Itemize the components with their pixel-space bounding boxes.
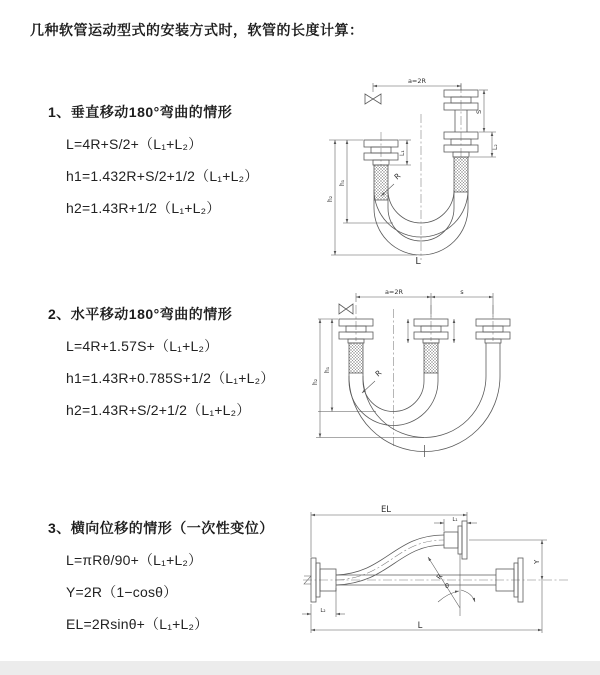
dim-label-l2: L₂ [492,144,499,150]
section-horizontal-movement [48,304,274,417]
dim-label-l1: L₁ [452,517,458,523]
formula-h2: h2=1.43R+S/2+1/2（L₁+L₂） [66,402,251,418]
dim-label-l: L [417,621,423,631]
section-lateral-displacement [48,518,274,631]
page-title: 几种软管运动型式的安装方式时，软管的长度计算： [30,22,364,38]
dim-label-r: R [435,572,445,582]
diagram-vertical-180-bend [303,70,590,266]
formula-y: Y=2R（1−cosθ） [66,584,178,600]
dimension-labels [312,288,464,385]
dim-label-s: s [460,288,464,296]
dim-label-l: L [415,256,421,266]
braided-hose-section [374,165,388,200]
dimension-lines [302,512,547,633]
hose-u-shape [339,304,510,457]
dimension-labels [320,505,541,631]
formula-length: L=πRθ/90+（L₁+L₂） [66,552,203,568]
formula-el: EL=2Rsinθ+（L₁+L₂） [66,616,209,632]
upper-flange-fitting [444,521,467,559]
valve-icon [365,94,381,104]
dim-label-y: Y [533,559,541,564]
formula-h1: h1=1.43R+0.785S+1/2（L₁+L₂） [66,370,275,386]
hose-s-curve [311,521,523,602]
dim-label-r: R [373,368,384,379]
section-vertical-movement [48,102,258,215]
dim-label-el: EL [380,505,392,515]
dim-label-r: R [392,171,403,182]
section-heading: 2、水平移动180°弯曲的情形 [48,306,233,322]
braided-hose-section [349,343,363,373]
diagram-lateral-displacement [298,502,600,660]
dim-label-a2r: a=2R [384,288,404,296]
dim-label-l2: L₂ [320,608,326,614]
diagram-horizontal-180-bend [306,281,600,459]
braided-hose-section [424,343,438,373]
section-heading: 1、垂直移动180°弯曲的情形 [48,104,233,120]
dim-label-h1: h₁ [324,366,331,373]
formula-h1: h1=1.432R+S/2+1/2（L₁+L₂） [66,168,259,184]
dimension-lines [329,83,496,255]
formula-length: L=4R+1.57S+（L₁+L₂） [66,338,219,354]
dimension-labels [327,77,499,266]
dim-label-h2: h₂ [312,378,319,385]
section-heading: 3、横向位移的情形（一次性变位） [48,520,274,536]
centerlines [381,84,461,260]
braided-hose-section [454,157,468,192]
page-bottom-margin [0,661,600,675]
formula-h2: h2=1.43R+1/2（L₁+L₂） [66,200,221,216]
dim-label-h2: h₂ [327,195,334,202]
dim-label-a2r: a=2R [407,77,427,85]
formula-length: L=4R+S/2+（L₁+L₂） [66,136,203,152]
dim-label-s: S [475,109,483,114]
dim-label-h1: h₁ [339,179,346,186]
dim-label-theta: θ [445,582,449,590]
dim-label-l1: L₁ [399,150,406,156]
dimension-lines [316,293,493,438]
valve-icon [339,304,353,314]
